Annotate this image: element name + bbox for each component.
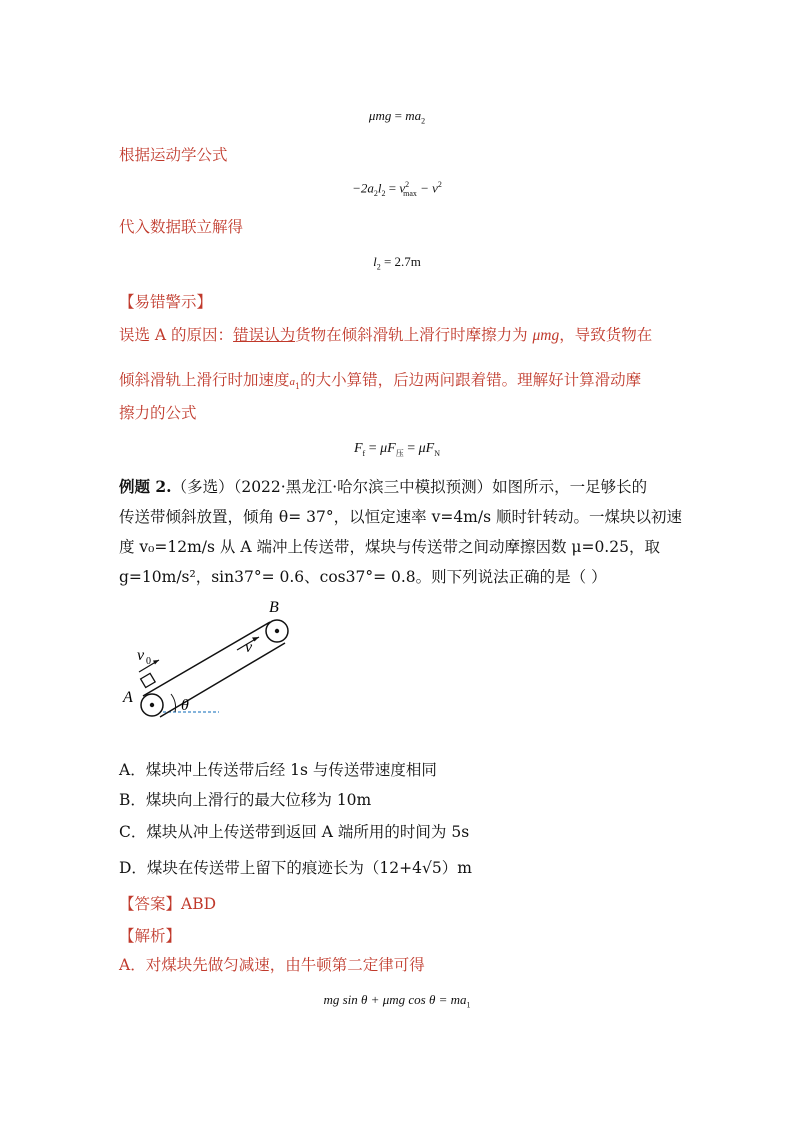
warning-underlined: 错误认为	[233, 326, 296, 344]
warning-text: ，导致货物在	[559, 326, 653, 344]
warning-formula: μmg	[532, 327, 560, 344]
v0-arrowhead	[153, 660, 159, 665]
text-substitute: 代入数据联立解得	[119, 218, 244, 236]
eq-term: −2a	[352, 180, 374, 196]
eq-sign: =	[403, 441, 419, 456]
option-d: D．煤块在传送带上留下的痕迹长为（12+4√5）m	[119, 859, 472, 877]
eq-term: mg sin θ + μmg cos θ = ma	[323, 992, 467, 1007]
eq-superscript: 2	[405, 180, 410, 189]
example-label: 例题 2.	[119, 477, 172, 496]
equation-newton	[0, 108, 794, 126]
eq-term: μF	[418, 441, 435, 456]
eq-sign: =	[385, 180, 400, 196]
conveyor-belt-figure	[115, 592, 315, 722]
warning-subscript: 1	[295, 382, 301, 392]
label-a: A	[123, 689, 133, 706]
option-b: B．煤块向上滑行的最大位移为 10m	[119, 791, 372, 809]
warning-text: 货物在倾斜滑轨上滑行时摩擦力为	[295, 326, 533, 344]
label-v0: v	[137, 647, 145, 664]
eq-term: μmg	[368, 108, 392, 123]
warning-text: 倾斜滑轨上滑行时加速度	[119, 371, 290, 389]
text-kinematics: 根据运动学公式	[119, 146, 228, 164]
example-line-4: g=10m/s²，sin37°= 0.6、cos37°= 0.8。则下列说法正确的是（ ）	[119, 568, 607, 586]
eq-subscript: 1	[466, 1000, 471, 1010]
example-line-2: 传送带倾斜放置，倾角 θ= 37°，以恒定速率 v=4m/s 顺时针转动。一煤块以初速	[119, 508, 682, 526]
eq-subscript: 2	[421, 116, 426, 126]
label-v: v	[245, 639, 253, 656]
belt-upper-edge	[160, 643, 285, 717]
example-line-3: 度 v₀=12m/s 从 A 端冲上传送带，煤块与传送带之间动摩擦因数 μ=0.25，取	[119, 538, 660, 556]
warning-line-2	[119, 370, 641, 397]
warning-header: 【易错警示】	[119, 293, 213, 311]
analysis-line: A．对煤块先做匀减速，由牛顿第二定律可得	[119, 956, 425, 974]
eq-term: l	[377, 180, 382, 196]
eq-subscript: f	[362, 448, 366, 458]
example-text: （多选）（2022·黑龙江·哈尔滨三中模拟预测）如图所示，一足够长的	[171, 478, 648, 496]
warning-text: 误选 A 的原因：	[119, 326, 234, 344]
pulley-b-axle	[275, 629, 279, 633]
equation-result	[0, 254, 794, 272]
label-theta: θ	[181, 697, 189, 714]
equation-analysis	[0, 992, 794, 1010]
eq-superscript: 2	[437, 180, 442, 189]
eq-subscript: N	[434, 448, 440, 458]
eq-subscript: 2	[381, 188, 386, 198]
eq-subscript: 2	[376, 262, 381, 272]
warning-formula: a	[289, 376, 296, 388]
equation-kinematics	[0, 180, 794, 198]
option-a: A．煤块冲上传送带后经 1s 与传送带速度相同	[119, 761, 437, 779]
eq-term: v	[399, 180, 406, 196]
analysis-header: 【解析】	[119, 927, 182, 945]
eq-subscript: max	[403, 188, 417, 198]
coal-block	[141, 673, 156, 687]
eq-term: F	[353, 441, 363, 456]
pulley-a-axle	[150, 703, 154, 707]
eq-term: μF	[380, 441, 396, 456]
belt-lower-edge	[143, 622, 270, 696]
eq-sign: =	[365, 441, 381, 456]
option-c: C．煤块从冲上传送带到返回 A 端所用的时间为 5s	[119, 823, 470, 841]
eq-subscript: 2	[373, 188, 378, 198]
answer: 【答案】ABD	[119, 895, 217, 913]
warning-text: 的大小算错，后边两问跟着错。理解好计算滑动摩	[300, 371, 642, 389]
warning-line-1	[119, 325, 652, 346]
eq-subscript: 压	[395, 448, 404, 458]
example-line-1	[119, 477, 647, 497]
eq-term: ma	[405, 108, 422, 123]
equation-friction	[0, 441, 794, 459]
eq-term: l	[373, 254, 377, 269]
eq-sign: =	[391, 108, 406, 123]
warning-line-3: 擦力的公式	[119, 404, 197, 422]
label-b: B	[269, 599, 279, 616]
label-v0-sub: 0	[146, 656, 151, 667]
eq-term: = 2.7m	[380, 254, 421, 269]
eq-term: − v	[416, 180, 438, 196]
